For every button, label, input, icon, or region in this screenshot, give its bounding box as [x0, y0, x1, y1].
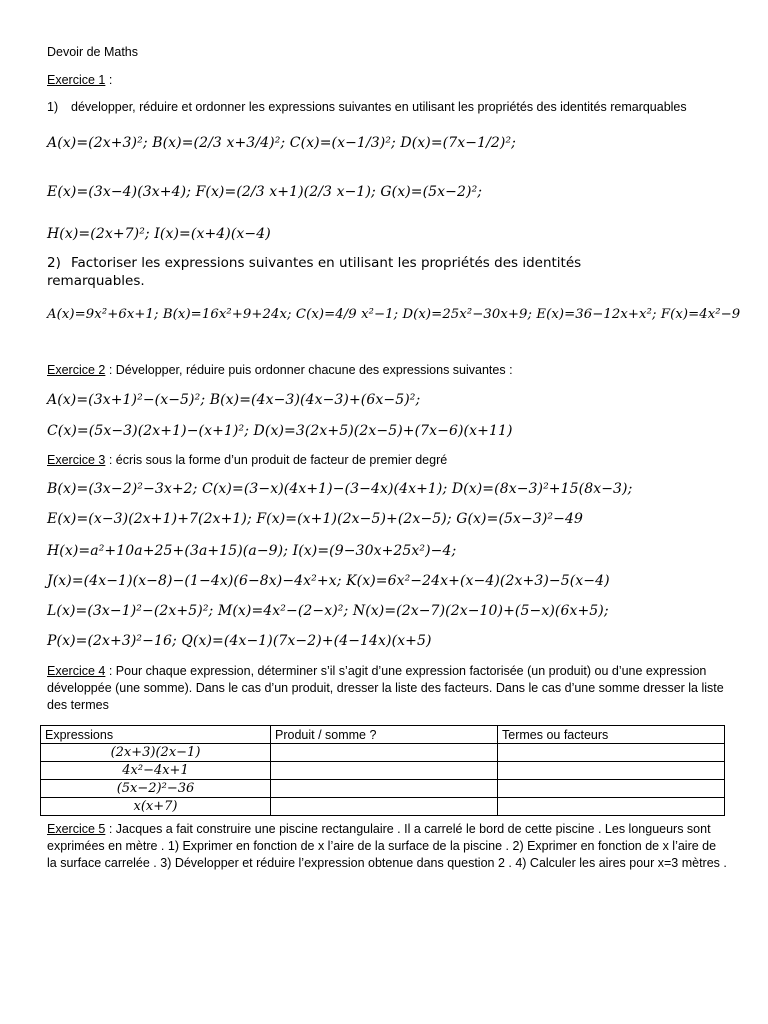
ex2-heading [47, 363, 513, 377]
ex5-label: Exercice 5 [47, 822, 106, 836]
ex4-answer-cell[interactable] [271, 744, 498, 762]
ex2-label: Exercice 2 [47, 363, 106, 377]
ex1-q1-text: développer, réduire et ordonner les expressions suivantes en utilisant les propriétés des identités remarquables [71, 100, 687, 114]
ex5-text: : Jacques a fait construire une piscine rectangulaire . Il a carrelé le bord de cette piscine . Les longueurs sont exprimées en mètre . 1) Exprimer en fonction de x l’aire de la surface de la piscine . 2) Exprimer en fonction de x l’aire de la surface carrelée . 3) Développer et réduire l’expression obtenue dans question 2 . 4) Calculer les aires pour x=3 mètres . [47, 822, 727, 870]
ex4-answer-cell[interactable] [271, 780, 498, 798]
ex3-expression-line-4: J(x)=(4x−1)(x−8)−(1−4x)(6−8x)−4x²+x; K(x)=6x²−24x+(x−4)(2x+3)−5(x−4) [47, 573, 610, 589]
table-row [41, 762, 725, 780]
ex1-expression-line-3: H(x)=(2x+7)²; I(x)=(x+4)(x−4) [47, 226, 271, 242]
ex2-text: : Développer, réduire puis ordonner chacune des expressions suivantes : [105, 363, 513, 377]
ex4-expression-cell: (2x+3)(2x−1) [41, 744, 271, 762]
ex1-q2-number: 2) [47, 255, 61, 271]
ex5-paragraph [47, 821, 727, 872]
ex4-label: Exercice 4 [47, 664, 106, 678]
ex4-table-header-row [41, 726, 725, 744]
ex3-expression-line-5: L(x)=(3x−1)²−(2x+5)²; M(x)=4x²−(2−x)²; N(x)=(2x−7)(2x−10)+(5−x)(6x+5); [47, 603, 609, 619]
ex3-expression-line-1: B(x)=(3x−2)²−3x+2; C(x)=(3−x)(4x+1)−(3−4x)(4x+1); D(x)=(8x−3)²+15(8x−3); [47, 481, 633, 497]
ex4-text: : Pour chaque expression, déterminer s’il s’agit d’une expression factorisée (un produit) ou d’une expression développée (une somme). Dans le cas d’un produit, dresser la liste des facteurs. Dans le cas d’une somme dresser la liste des termes [47, 664, 724, 712]
ex4-answer-cell[interactable] [498, 762, 725, 780]
ex4-answer-cell[interactable] [271, 762, 498, 780]
ex1-label: Exercice 1 [47, 73, 106, 87]
ex3-text: : écris sous la forme d’un produit de facteur de premier degré [105, 453, 448, 467]
ex1-suffix: : [105, 73, 113, 87]
table-row [41, 780, 725, 798]
ex1-heading [47, 73, 112, 87]
ex4-answer-cell[interactable] [498, 744, 725, 762]
ex1-q1-number: 1) [47, 100, 59, 114]
ex3-label: Exercice 3 [47, 453, 106, 467]
ex4-header-termes-facteurs: Termes ou facteurs [498, 726, 725, 744]
ex4-table [40, 725, 725, 816]
ex1-expression-line-4: A(x)=9x²+6x+1; B(x)=16x²+9+24x; C(x)=4/9 x²−1; D(x)=25x²−30x+9; E(x)=36−12x+x²; F(x)=4x²−9 [47, 307, 741, 322]
ex4-expression-cell: 4x²−4x+1 [41, 762, 271, 780]
doc-title: Devoir de Maths [47, 45, 139, 59]
table-row [41, 798, 725, 816]
ex3-expression-line-2: E(x)=(x−3)(2x+1)+7(2x+1); F(x)=(x+1)(2x−5)+(2x−5); G(x)=(5x−3)²−49 [47, 511, 583, 527]
ex2-expression-line-1: A(x)=(3x+1)²−(x−5)²; B(x)=(4x−3)(4x−3)+(6x−5)²; [47, 392, 421, 408]
ex2-expression-line-2: C(x)=(5x−3)(2x+1)−(x+1)²; D(x)=3(2x+5)(2x−5)+(7x−6)(x+11) [47, 423, 513, 439]
table-row [41, 744, 725, 762]
ex3-expression-line-6: P(x)=(2x+3)²−16; Q(x)=(4x−1)(7x−2)+(4−14x)(x+5) [47, 633, 432, 649]
ex4-answer-cell[interactable] [498, 798, 725, 816]
ex4-answer-cell[interactable] [498, 780, 725, 798]
ex1-expression-line-1: A(x)=(2x+3)²; B(x)=(2/3 x+3/4)²; C(x)=(x−1/3)²; D(x)=(7x−1/2)²; [47, 135, 516, 151]
ex4-answer-cell[interactable] [271, 798, 498, 816]
ex4-paragraph [47, 663, 727, 714]
ex4-expression-cell: (5x−2)²−36 [41, 780, 271, 798]
ex4-expression-cell: x(x+7) [41, 798, 271, 816]
ex1-question-2 [47, 254, 667, 290]
ex1-q2-text: Factoriser les expressions suivantes en utilisant les propriétés des identités remarquables. [47, 255, 582, 289]
ex3-heading [47, 453, 447, 467]
ex1-expression-line-2: E(x)=(3x−4)(3x+4); F(x)=(2/3 x+1)(2/3 x−1); G(x)=(5x−2)²; [47, 184, 483, 200]
ex4-header-expressions: Expressions [41, 726, 271, 744]
ex1-question-1 [47, 100, 687, 114]
ex3-expression-line-3: H(x)=a²+10a+25+(3a+15)(a−9); I(x)=(9−30x+25x²)−4; [47, 543, 457, 559]
ex4-header-produit-somme: Produit / somme ? [271, 726, 498, 744]
